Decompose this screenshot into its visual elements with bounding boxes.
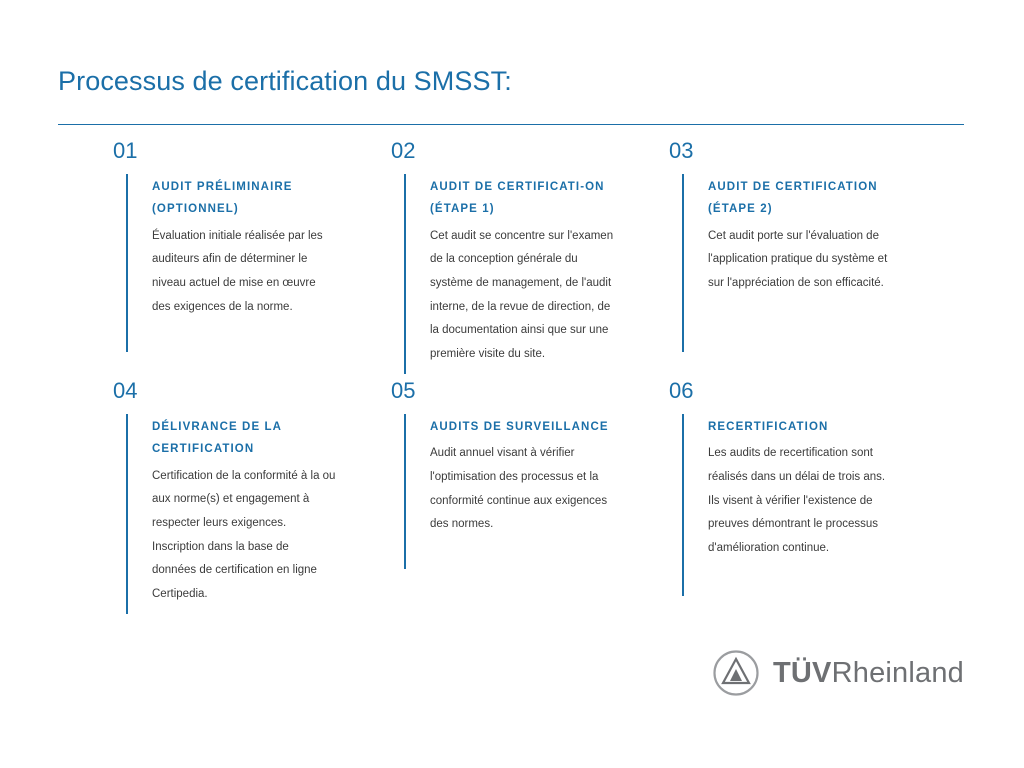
step-description: Audit annuel visant à vérifier l'optimisation des processus et la conformité continue aux exigences des normes. xyxy=(430,447,608,531)
step-heading: DÉLIVRANCE DE LA CERTIFICATION xyxy=(152,421,282,456)
logo-name-light: Rheinland xyxy=(831,656,964,689)
step-number: 02 xyxy=(391,138,416,163)
step-number: 01 xyxy=(113,138,138,163)
tuv-triangle-icon xyxy=(713,650,759,696)
step-number: 03 xyxy=(669,138,694,163)
page-title: Processus de certification du SMSST: xyxy=(58,66,512,96)
step-heading: AUDITS DE SURVEILLANCE xyxy=(430,421,609,433)
step-card-04 xyxy=(58,380,336,614)
step-number: 06 xyxy=(669,378,694,403)
title-divider xyxy=(58,124,964,125)
step-heading: AUDIT DE CERTIFICATION (ÉTAPE 2) xyxy=(708,181,878,216)
step-number: 04 xyxy=(113,378,138,403)
step-description: Certification de la conformité à la ou aux norme(s) et engagement à respecter leurs exigences. Inscription dans la base de données de certification en ligne Certipedia. xyxy=(152,469,336,600)
step-card-05 xyxy=(336,380,614,614)
step-card-02 xyxy=(336,140,614,380)
step-description: Les audits de recertification sont réalisés dans un délai de trois ans. Ils visent à vérifier l'existence de preuves démontrant le processus d'amélioration continue. xyxy=(708,447,886,554)
step-description: Cet audit se concentre sur l'examen de la conception générale du système de management, de l'audit interne, de la revue de direction, de la documentation ainsi que sur une première visite du site. xyxy=(430,229,614,360)
steps-grid xyxy=(58,140,968,614)
step-card-03 xyxy=(614,140,892,380)
steps-row-2 xyxy=(58,380,968,614)
step-heading: AUDIT PRÉLIMINAIRE (OPTIONNEL) xyxy=(152,181,293,216)
step-heading: AUDIT DE CERTIFICATI-ON (ÉTAPE 1) xyxy=(430,181,605,216)
step-number: 05 xyxy=(391,378,416,403)
logo-wordmark xyxy=(773,657,964,690)
tuv-rheinland-logo xyxy=(713,650,964,696)
steps-row-1 xyxy=(58,140,968,380)
step-description: Cet audit porte sur l'évaluation de l'application pratique du système et sur l'appréciation de son efficacité. xyxy=(708,229,888,289)
step-card-06 xyxy=(614,380,892,614)
step-heading: RECERTIFICATION xyxy=(708,421,829,433)
logo-name-bold: TÜV xyxy=(772,656,832,689)
step-card-01 xyxy=(58,140,336,380)
step-description: Évaluation initiale réalisée par les auditeurs afin de déterminer le niveau actuel de mise en œuvre des exigences de la norme. xyxy=(152,229,323,313)
